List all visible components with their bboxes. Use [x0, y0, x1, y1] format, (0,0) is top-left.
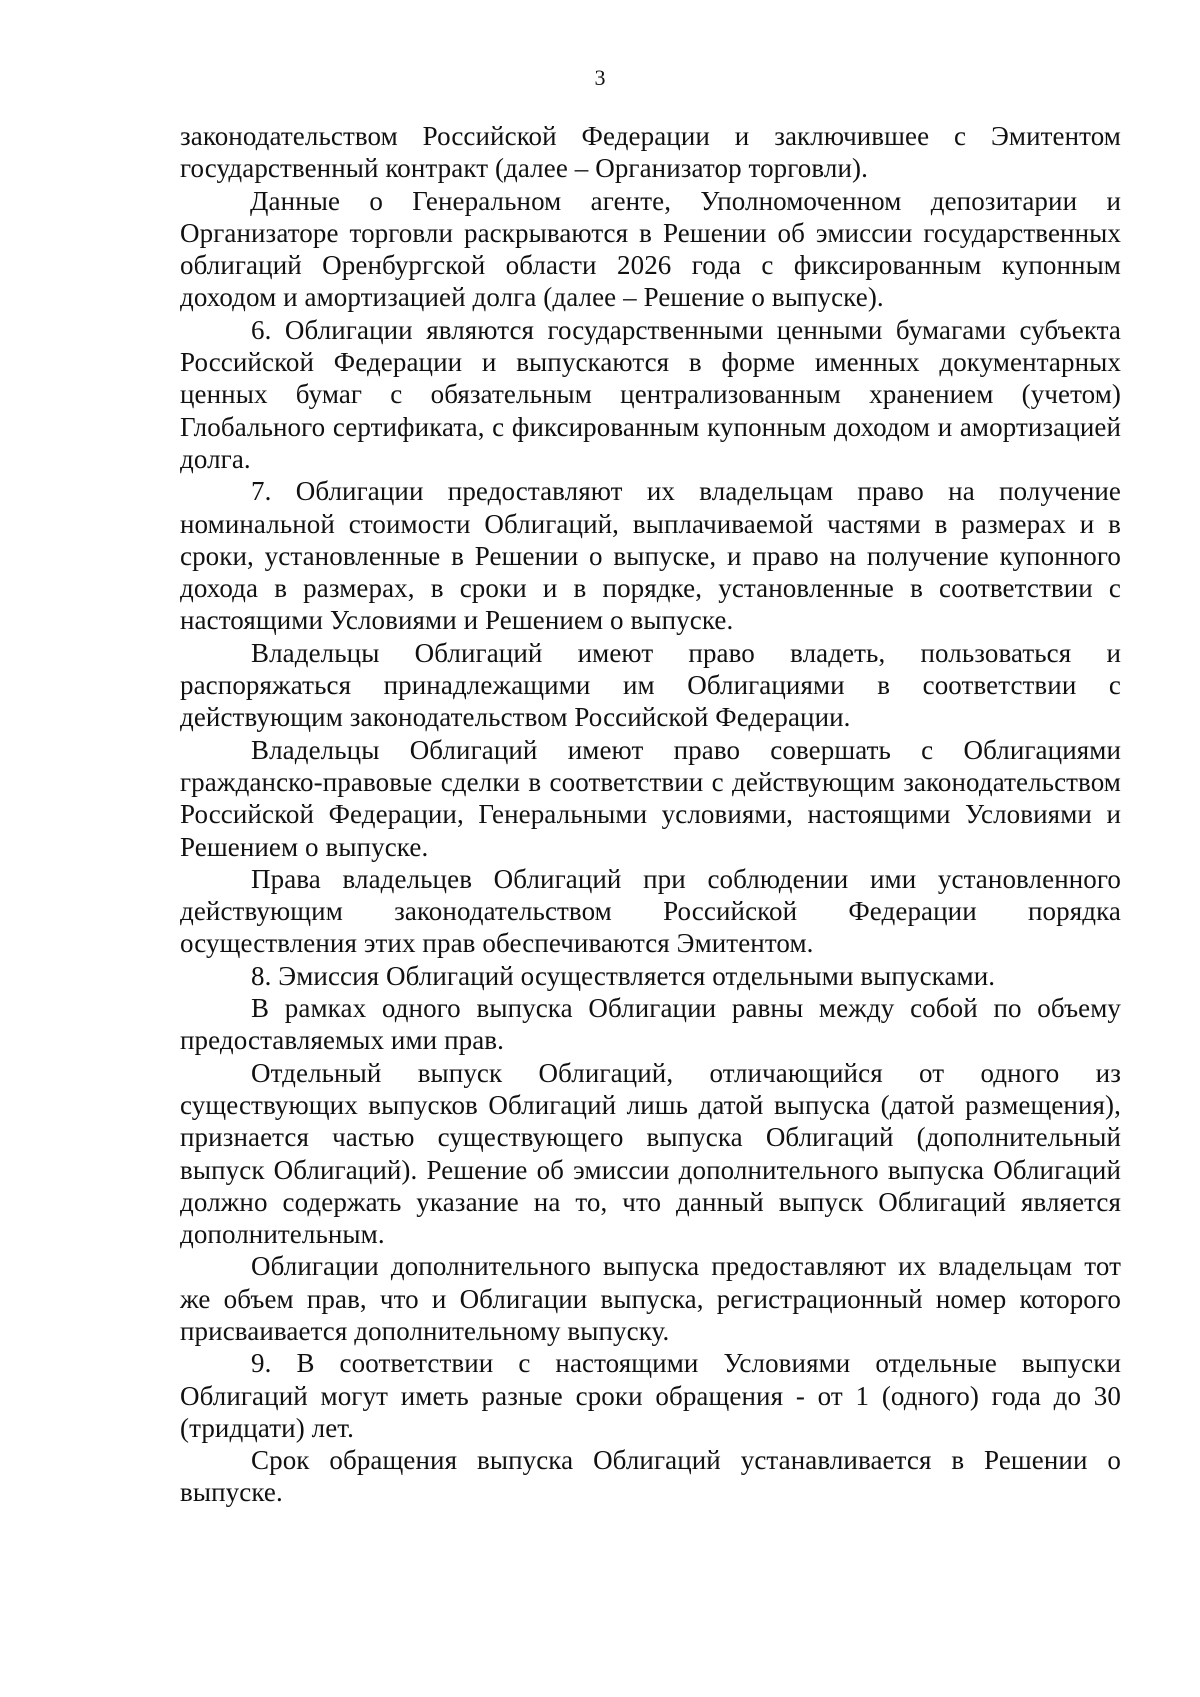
paragraph-additional-issue-rights: Облигации дополнительного выпуска предоставляют их владельцам тот же объем прав, что и Облигации выпуска, регистрационный номер которого присваивается дополнительному выпуску.: [180, 1251, 1121, 1346]
paragraph-item-7: 7. Облигации предоставляют их владельцам право на получение номинальной стоимости Облигаций, выплачиваемой частями в размерах и в сроки, установленные в Решении о выпуске, и право на получение купонного дохода в размерах, в сроки и в порядке, установленные в соответствии с настоящими Условиями и Решением о выпуске.: [180, 476, 1121, 636]
paragraph-circulation-term: Срок обращения выпуска Облигаций устанавливается в Решении о выпуске.: [180, 1445, 1121, 1508]
paragraph-rights-ensured: Права владельцев Облигаций при соблюдении ими установленного действующим законодательством Российской Федерации порядка осуществления этих прав обеспечиваются Эмитентом.: [180, 863, 1121, 959]
paragraph-owners-rights-use: Владельцы Облигаций имеют право владеть, пользоваться и распоряжаться принадлежащими им Облигациями в соответствии с действующим законодательством Российской Федерации.: [180, 637, 1121, 733]
paragraph-equal-rights: В рамках одного выпуска Облигации равны между собой по объему предоставляемых ими прав.: [180, 993, 1121, 1056]
paragraph-additional-issue: Отдельный выпуск Облигаций, отличающийся от одного из существующих выпусков Облигаций лишь датой выпуска (датой размещения), признается частью существующего выпуска Облигаций (дополнительный выпуск Облигаций). Решение об эмиссии дополнительного выпуска Облигаций должно содержать указание на то, что данный выпуск Облигаций является дополнительным.: [180, 1057, 1121, 1250]
page-number: 3: [594, 65, 606, 90]
document-body: [180, 120, 1121, 1509]
paragraph-organizer-continuation: законодательством Российской Федерации и заключившее с Эмитентом государственный контракт (далее – Организатор торговли).: [180, 121, 1121, 184]
paragraph-item-9: 9. В соответствии с настоящими Условиями отдельные выпуски Облигаций могут иметь разные сроки обращения - от 1 (одного) года до 30 (тридцати) лет.: [180, 1348, 1121, 1443]
paragraph-owners-rights-transactions: Владельцы Облигаций имеют право совершать с Облигациями гражданско-правовые сделки в соответствии с действующим законодательством Российской Федерации, Генеральными условиями, настоящими Условиями и Решением о выпуске.: [180, 734, 1121, 862]
paragraph-item-6: 6. Облигации являются государственными ценными бумагами субъекта Российской Федерации и выпускаются в форме именных документарных ценных бумаг с обязательным централизованным хранением (учетом) Глобального сертификата, с фиксированным купонным доходом и амортизацией долга.: [180, 314, 1121, 474]
paragraph-agents-disclosure: Данные о Генеральном агенте, Уполномоченном депозитарии и Организаторе торговли раскрываются в Решении об эмиссии государственных облигаций Оренбургской области 2026 года с фиксированным купонным доходом и амортизацией долга (далее – Решение о выпуске).: [180, 185, 1121, 313]
paragraph-item-8: 8. Эмиссия Облигаций осуществляется отдельными выпусками.: [251, 960, 996, 991]
